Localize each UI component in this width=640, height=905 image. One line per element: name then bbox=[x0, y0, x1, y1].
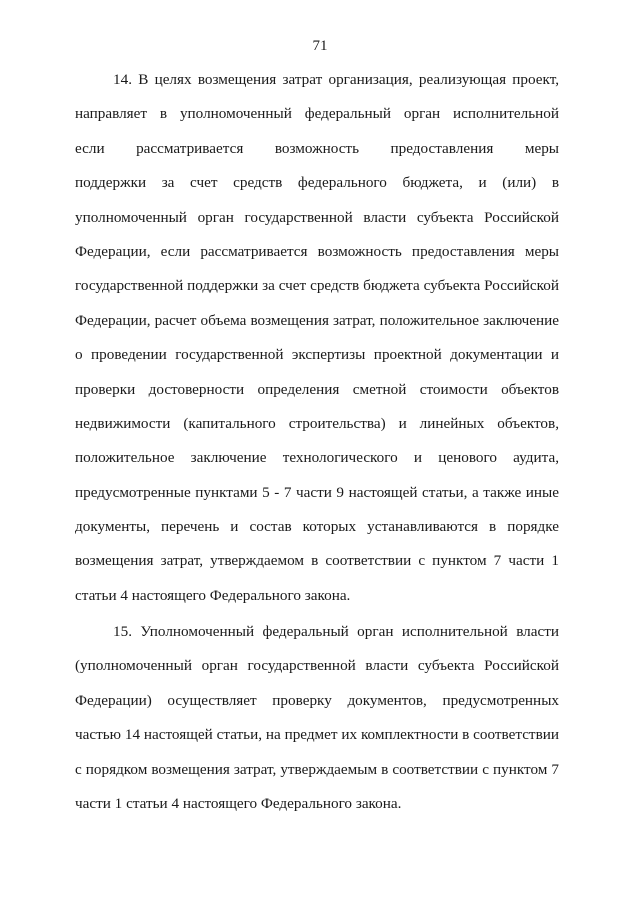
paragraph-14 bbox=[75, 63, 559, 613]
text-line: о проведении государственной экспертизы проектной документации и bbox=[75, 346, 559, 364]
text-line: положительное заключение технологического и ценового аудита, bbox=[75, 449, 559, 467]
paragraph-15 bbox=[75, 615, 559, 821]
text-line: Федерации) осуществляет проверку документов, предусмотренных bbox=[75, 691, 559, 709]
text-line: поддержки за счет средств федерального бюджета, и (или) в bbox=[75, 174, 559, 192]
text-line: части 1 статьи 4 настоящего Федерального закона. bbox=[75, 794, 402, 812]
text-line: предусмотренные пунктами 5 - 7 части 9 настоящей статьи, а также иные bbox=[75, 483, 559, 501]
text-line: проверки достоверности определения сметной стоимости объектов bbox=[75, 380, 559, 398]
text-line: государственной поддержки за счет средств бюджета субъекта Российской bbox=[75, 277, 559, 295]
text-line: Федерации, расчет объема возмещения затрат, положительное заключение bbox=[75, 311, 559, 329]
text-line: с порядком возмещения затрат, утверждаемым в соответствии с пунктом 7 bbox=[75, 760, 559, 778]
text-line: 15. Уполномоченный федеральный орган исполнительной власти bbox=[113, 623, 559, 640]
text-line: если рассматривается возможность предоставления меры bbox=[75, 139, 559, 157]
text-line: возмещения затрат, утверждаемом в соответствии с пунктом 7 части 1 bbox=[75, 552, 559, 570]
text-line: статьи 4 настоящего Федерального закона. bbox=[75, 586, 351, 604]
text-line: (уполномоченный орган государственной власти субъекта Российской bbox=[75, 657, 559, 675]
text-line: уполномоченный орган государственной власти субъекта Российской bbox=[75, 208, 559, 226]
text-line: документы, перечень и состав которых устанавливаются в порядке bbox=[75, 518, 559, 536]
text-line: Федерации, если рассматривается возможность предоставления меры bbox=[75, 242, 559, 260]
text-line: 14. В целях возмещения затрат организация, реализующая проект, bbox=[113, 71, 559, 88]
text-line: направляет в уполномоченный федеральный орган исполнительной bbox=[75, 105, 559, 123]
text-line: недвижимости (капитального строительства) и линейных объектов, bbox=[75, 414, 559, 432]
page-number: 71 bbox=[312, 38, 328, 54]
text-line: частью 14 настоящей статьи, на предмет их комплектности в соответствии bbox=[75, 726, 559, 744]
